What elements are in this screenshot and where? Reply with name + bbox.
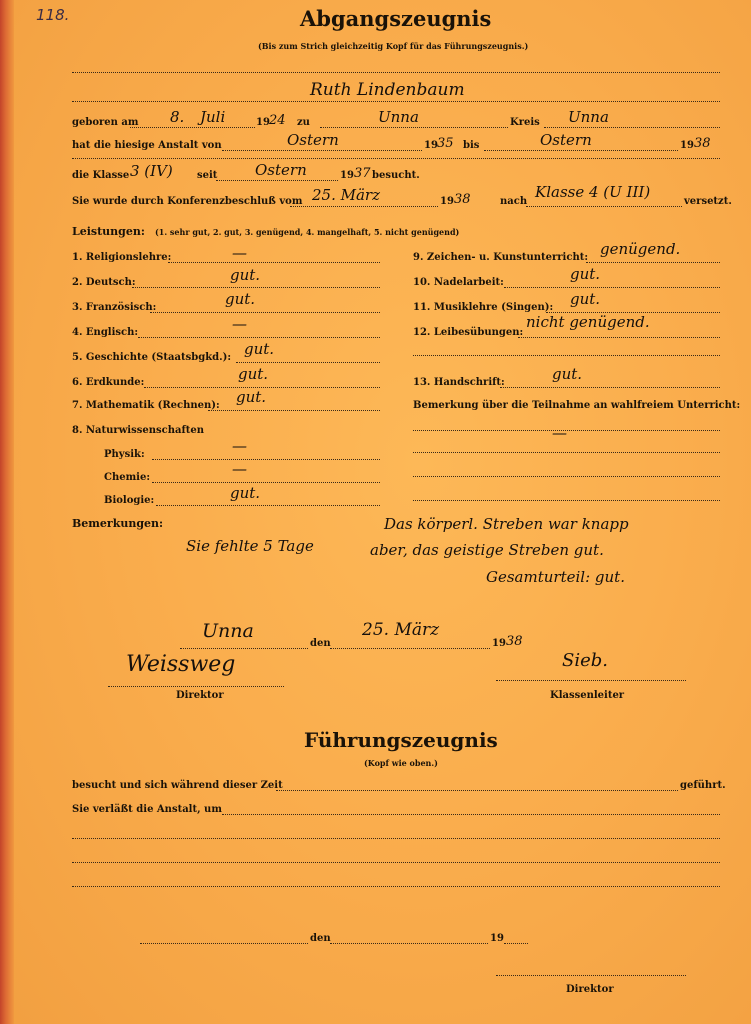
grade-value-chemistry: —: [232, 460, 247, 478]
grade-line-physics: [152, 459, 380, 460]
grade-label-history: 5. Geschichte (Staatsbgkd.):: [72, 352, 232, 363]
teacher-label: Klassenleiter: [550, 690, 625, 701]
grades-heading: Leistungen:: [72, 225, 145, 238]
grade-label-math: 7. Mathematik (Rechnen):: [72, 400, 220, 411]
page-number: 118.: [36, 6, 70, 24]
certificate-subtitle: (Bis zum Strich gleichzeitig Kopf für das Führungszeugnis.): [258, 41, 529, 51]
grade-value-math: gut.: [236, 388, 267, 406]
conduct-place-line: [140, 943, 308, 944]
remarks-line-2: aber, das geistige Streben gut.: [370, 541, 604, 559]
since-label: seit: [197, 170, 218, 181]
grade-label-german: 2. Deutsch:: [72, 277, 136, 288]
born-year-prefix: 19: [256, 117, 270, 128]
grade-line-history: [236, 362, 380, 363]
grade-value-german: gut.: [230, 266, 261, 284]
grade-value-geography: gut.: [238, 365, 269, 383]
after-label: nach: [500, 196, 528, 207]
decision-date: 25. März: [312, 186, 380, 204]
remarks-line-3: Gesamturteil: gut.: [486, 568, 625, 586]
remarks-label: Bemerkungen:: [72, 517, 164, 530]
grade-line-religion: [168, 262, 380, 263]
since-year: 37: [354, 166, 371, 181]
grade-label-physics: Physik:: [104, 449, 145, 460]
grade-line-extra: [413, 355, 720, 356]
grade-label-chemistry: Chemie:: [104, 472, 151, 483]
grade-label-handwriting: 13. Handschrift:: [413, 377, 505, 388]
conduct-year-line: [504, 943, 528, 944]
from-term: Ostern: [287, 131, 339, 149]
conduct-line1-label: besucht und sich während dieser Zeit: [72, 780, 283, 791]
promoted-line: [526, 206, 682, 207]
from-line: [222, 150, 422, 151]
signature-year-prefix: 19: [492, 638, 506, 649]
conduct-subtitle: (Kopf wie oben.): [364, 758, 438, 768]
separator-line: [72, 158, 720, 159]
elective-line-3: [413, 476, 720, 477]
institution-label: hat die hiesige Anstalt von: [72, 140, 222, 151]
decision-date-line: [290, 206, 438, 207]
director-sign-line: [108, 686, 284, 687]
date-line: [330, 648, 490, 649]
teacher-signature: Sieb.: [562, 650, 608, 671]
grade-value-religion: —: [232, 244, 247, 262]
district-line: [544, 127, 720, 128]
conduct-year-prefix: 19: [490, 933, 504, 944]
born-year: 24: [269, 113, 286, 128]
from-year-prefix: 19: [424, 140, 438, 151]
conduct-line2: [222, 814, 720, 815]
grade-line-art: [586, 262, 720, 263]
signature-den-label: den: [310, 638, 331, 649]
grade-label-french: 3. Französisch:: [72, 302, 157, 313]
conduct-line1-end: geführt.: [680, 780, 726, 791]
remarks-line-1: Das körperl. Streben war knapp: [384, 515, 629, 533]
grade-label-art: 9. Zeichen- u. Kunstunterricht:: [413, 252, 589, 263]
elective-line-4: [413, 500, 720, 501]
grade-value-art: genügend.: [600, 240, 681, 258]
decision-label: Sie wurde durch Konferenzbeschluß vom: [72, 196, 303, 207]
grade-label-sports: 12. Leibesübungen:: [413, 327, 524, 338]
grade-label-geography: 6. Erdkunde:: [72, 377, 145, 388]
promoted-label: versetzt.: [684, 196, 732, 207]
conduct-title: Führungszeugnis: [304, 728, 498, 752]
signature-date: 25. März: [362, 620, 440, 640]
grade-line-sports: [518, 337, 720, 338]
decision-year: 38: [454, 192, 471, 207]
page-edge: [0, 0, 14, 1024]
district: Unna: [568, 108, 609, 126]
to-year: 38: [694, 136, 711, 151]
class-value: 3 (IV): [130, 162, 173, 180]
elective-label: Bemerkung über die Teilnahme an wahlfreiem Unterricht:: [413, 400, 741, 411]
conduct-director-label: Direktor: [566, 984, 614, 995]
to-year-prefix: 19: [680, 140, 694, 151]
visited-label: besucht.: [372, 170, 420, 181]
grade-value-handwriting: gut.: [552, 365, 583, 383]
conduct-date-line: [330, 943, 488, 944]
grade-label-religion: 1. Religionslehre:: [72, 252, 172, 263]
to-line: [484, 150, 678, 151]
conduct-line2-label: Sie verläßt die Anstalt, um: [72, 804, 222, 815]
grade-line-needlework: [504, 287, 720, 288]
grade-label-needlework: 10. Nadelarbeit:: [413, 277, 504, 288]
from-year: 35: [437, 136, 454, 151]
place-line: [180, 648, 308, 649]
since-term: Ostern: [255, 161, 307, 179]
name-line: [72, 101, 720, 102]
district-label: Kreis: [510, 117, 540, 128]
conduct-den-label: den: [310, 933, 331, 944]
signature-place: Unna: [202, 620, 254, 642]
grade-value-history: gut.: [244, 340, 275, 358]
conduct-line5: [72, 886, 720, 887]
grade-line-biology: [156, 505, 380, 506]
born-day: 8.: [170, 108, 185, 126]
header-rule: [72, 72, 720, 73]
director-signature: Weissweg: [126, 652, 236, 677]
born-place: Unna: [378, 108, 419, 126]
grade-line-english: [138, 337, 380, 338]
to-term: Ostern: [540, 131, 592, 149]
grade-value-english: —: [232, 315, 247, 333]
conduct-director-line: [496, 975, 686, 976]
director-label: Direktor: [176, 690, 224, 701]
certificate-title: Abgangszeugnis: [300, 6, 492, 31]
teacher-sign-line: [496, 680, 686, 681]
grade-value-biology: gut.: [230, 484, 261, 502]
remarks-absence: Sie fehlte 5 Tage: [186, 537, 314, 555]
document-sheet: [14, 0, 751, 1024]
grade-value-sports: nicht genügend.: [526, 313, 650, 331]
grade-line-german: [132, 287, 380, 288]
since-line: [216, 180, 338, 181]
born-in-label: zu: [297, 117, 310, 128]
since-year-prefix: 19: [340, 170, 354, 181]
conduct-line4: [72, 862, 720, 863]
until-label: bis: [463, 140, 480, 151]
elective-line-2: [413, 452, 720, 453]
student-name: Ruth Lindenbaum: [310, 80, 465, 100]
born-place-line: [320, 127, 508, 128]
grade-line-french: [150, 312, 380, 313]
grade-value-needlework: gut.: [570, 265, 601, 283]
grade-line-handwriting: [500, 387, 720, 388]
conduct-line3: [72, 838, 720, 839]
born-label: geboren am: [72, 117, 139, 128]
grade-line-math: [208, 410, 380, 411]
grade-label-biology: Biologie:: [104, 495, 155, 506]
born-date-line: [130, 127, 255, 128]
grade-label-music: 11. Musiklehre (Singen):: [413, 302, 554, 313]
promoted-to: Klasse 4 (U III): [535, 183, 651, 201]
grades-scale: (1. sehr gut, 2. gut, 3. genügend, 4. mangelhaft, 5. nicht genügend): [155, 227, 460, 237]
decision-year-prefix: 19: [440, 196, 454, 207]
science-heading: 8. Naturwissenschaften: [72, 425, 205, 436]
grade-line-chemistry: [152, 482, 380, 483]
conduct-line1: [276, 790, 678, 791]
elective-value: —: [552, 424, 567, 442]
class-label: die Klasse: [72, 170, 130, 181]
grade-label-english: 4. Englisch:: [72, 327, 139, 338]
born-month: Juli: [200, 108, 226, 126]
signature-year: 38: [506, 634, 523, 649]
grade-value-music: gut.: [570, 290, 601, 308]
grade-value-french: gut.: [225, 290, 256, 308]
grade-value-physics: —: [232, 437, 247, 455]
